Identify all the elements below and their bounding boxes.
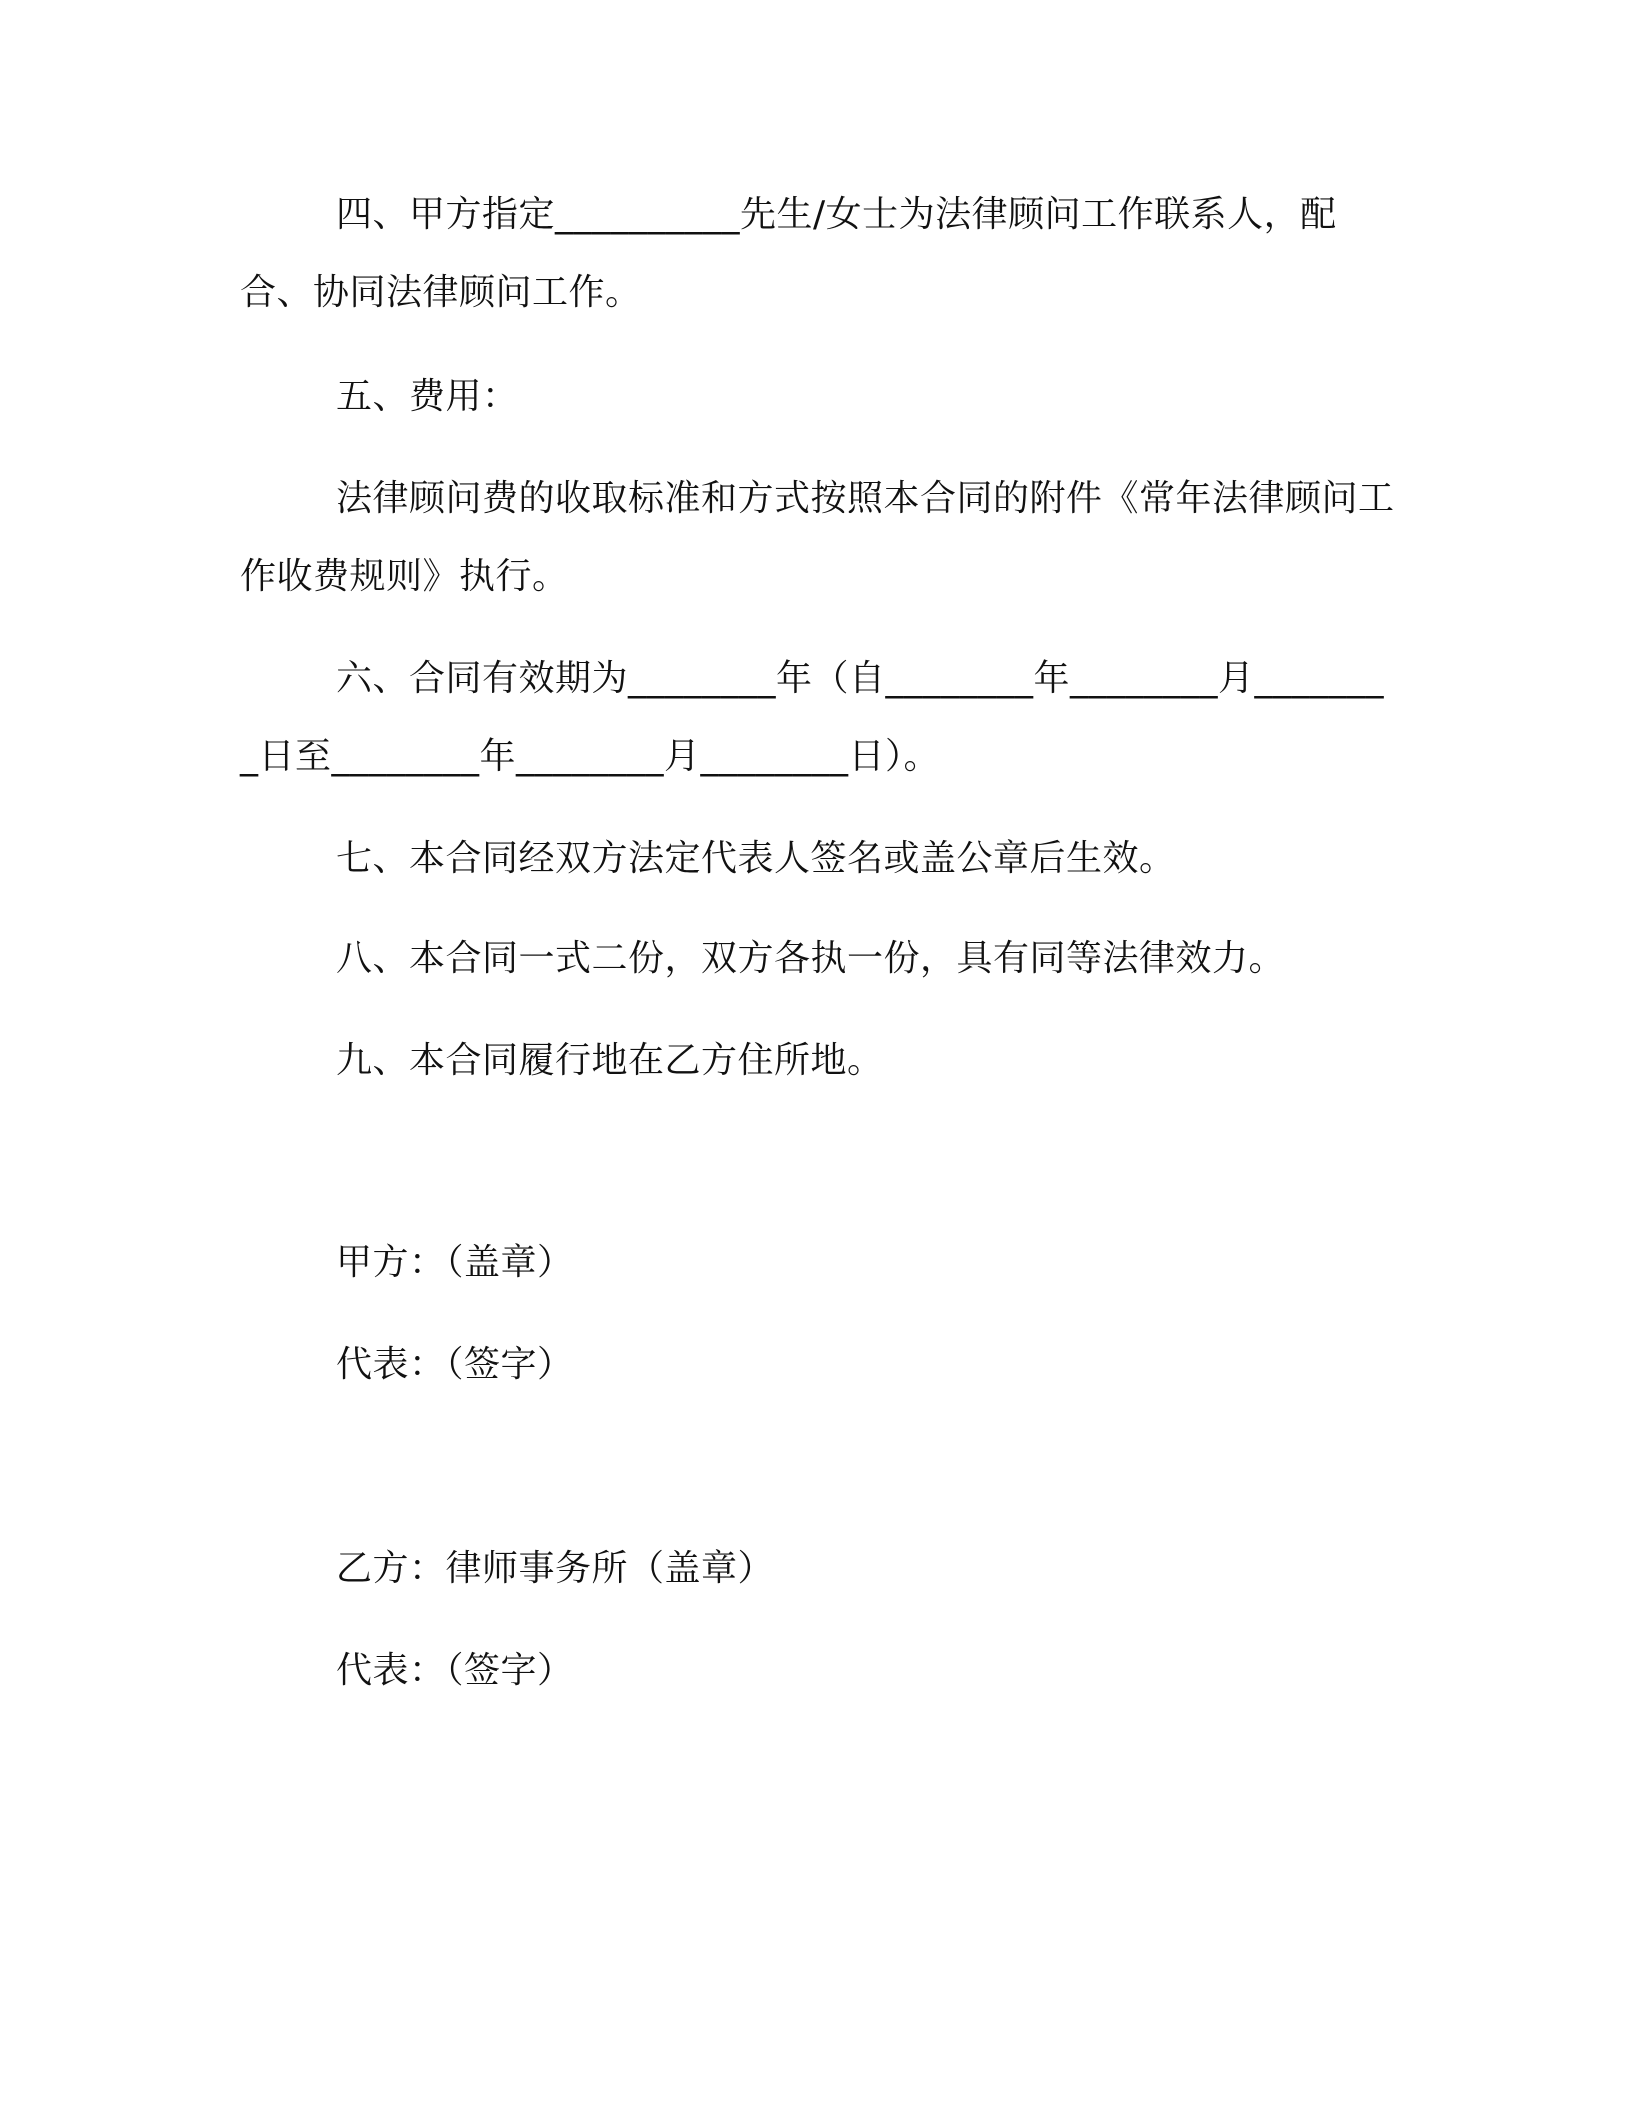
party-b-representative: 代表：（签字） <box>336 1650 574 1691</box>
clause-8: 八、本合同一式二份，双方各执一份，具有同等法律效力。 <box>336 938 1286 979</box>
party-b-label: 乙方：律师事务所（盖章） <box>336 1548 775 1589</box>
clause-6: 六、合同有效期为________年（自________年________月________日至________年________月________日）。 <box>240 658 1385 777</box>
clause-4: 四、甲方指定__________先生/女士为法律顾问工作联系人，配合、协同法律顾问工作。 <box>240 194 1337 313</box>
party-a-label: 甲方：（盖章） <box>336 1242 574 1283</box>
clause-9: 九、本合同履行地在乙方住所地。 <box>336 1040 884 1081</box>
clause-5-body: 法律顾问费的收取标准和方式按照本合同的附件《常年法律顾问工作收费规则》执行。 <box>240 478 1395 597</box>
clause-5-heading: 五、费用： <box>336 376 519 417</box>
party-a-representative: 代表：（签字） <box>336 1344 574 1385</box>
clause-7: 七、本合同经双方法定代表人签名或盖公章后生效。 <box>336 838 1176 879</box>
